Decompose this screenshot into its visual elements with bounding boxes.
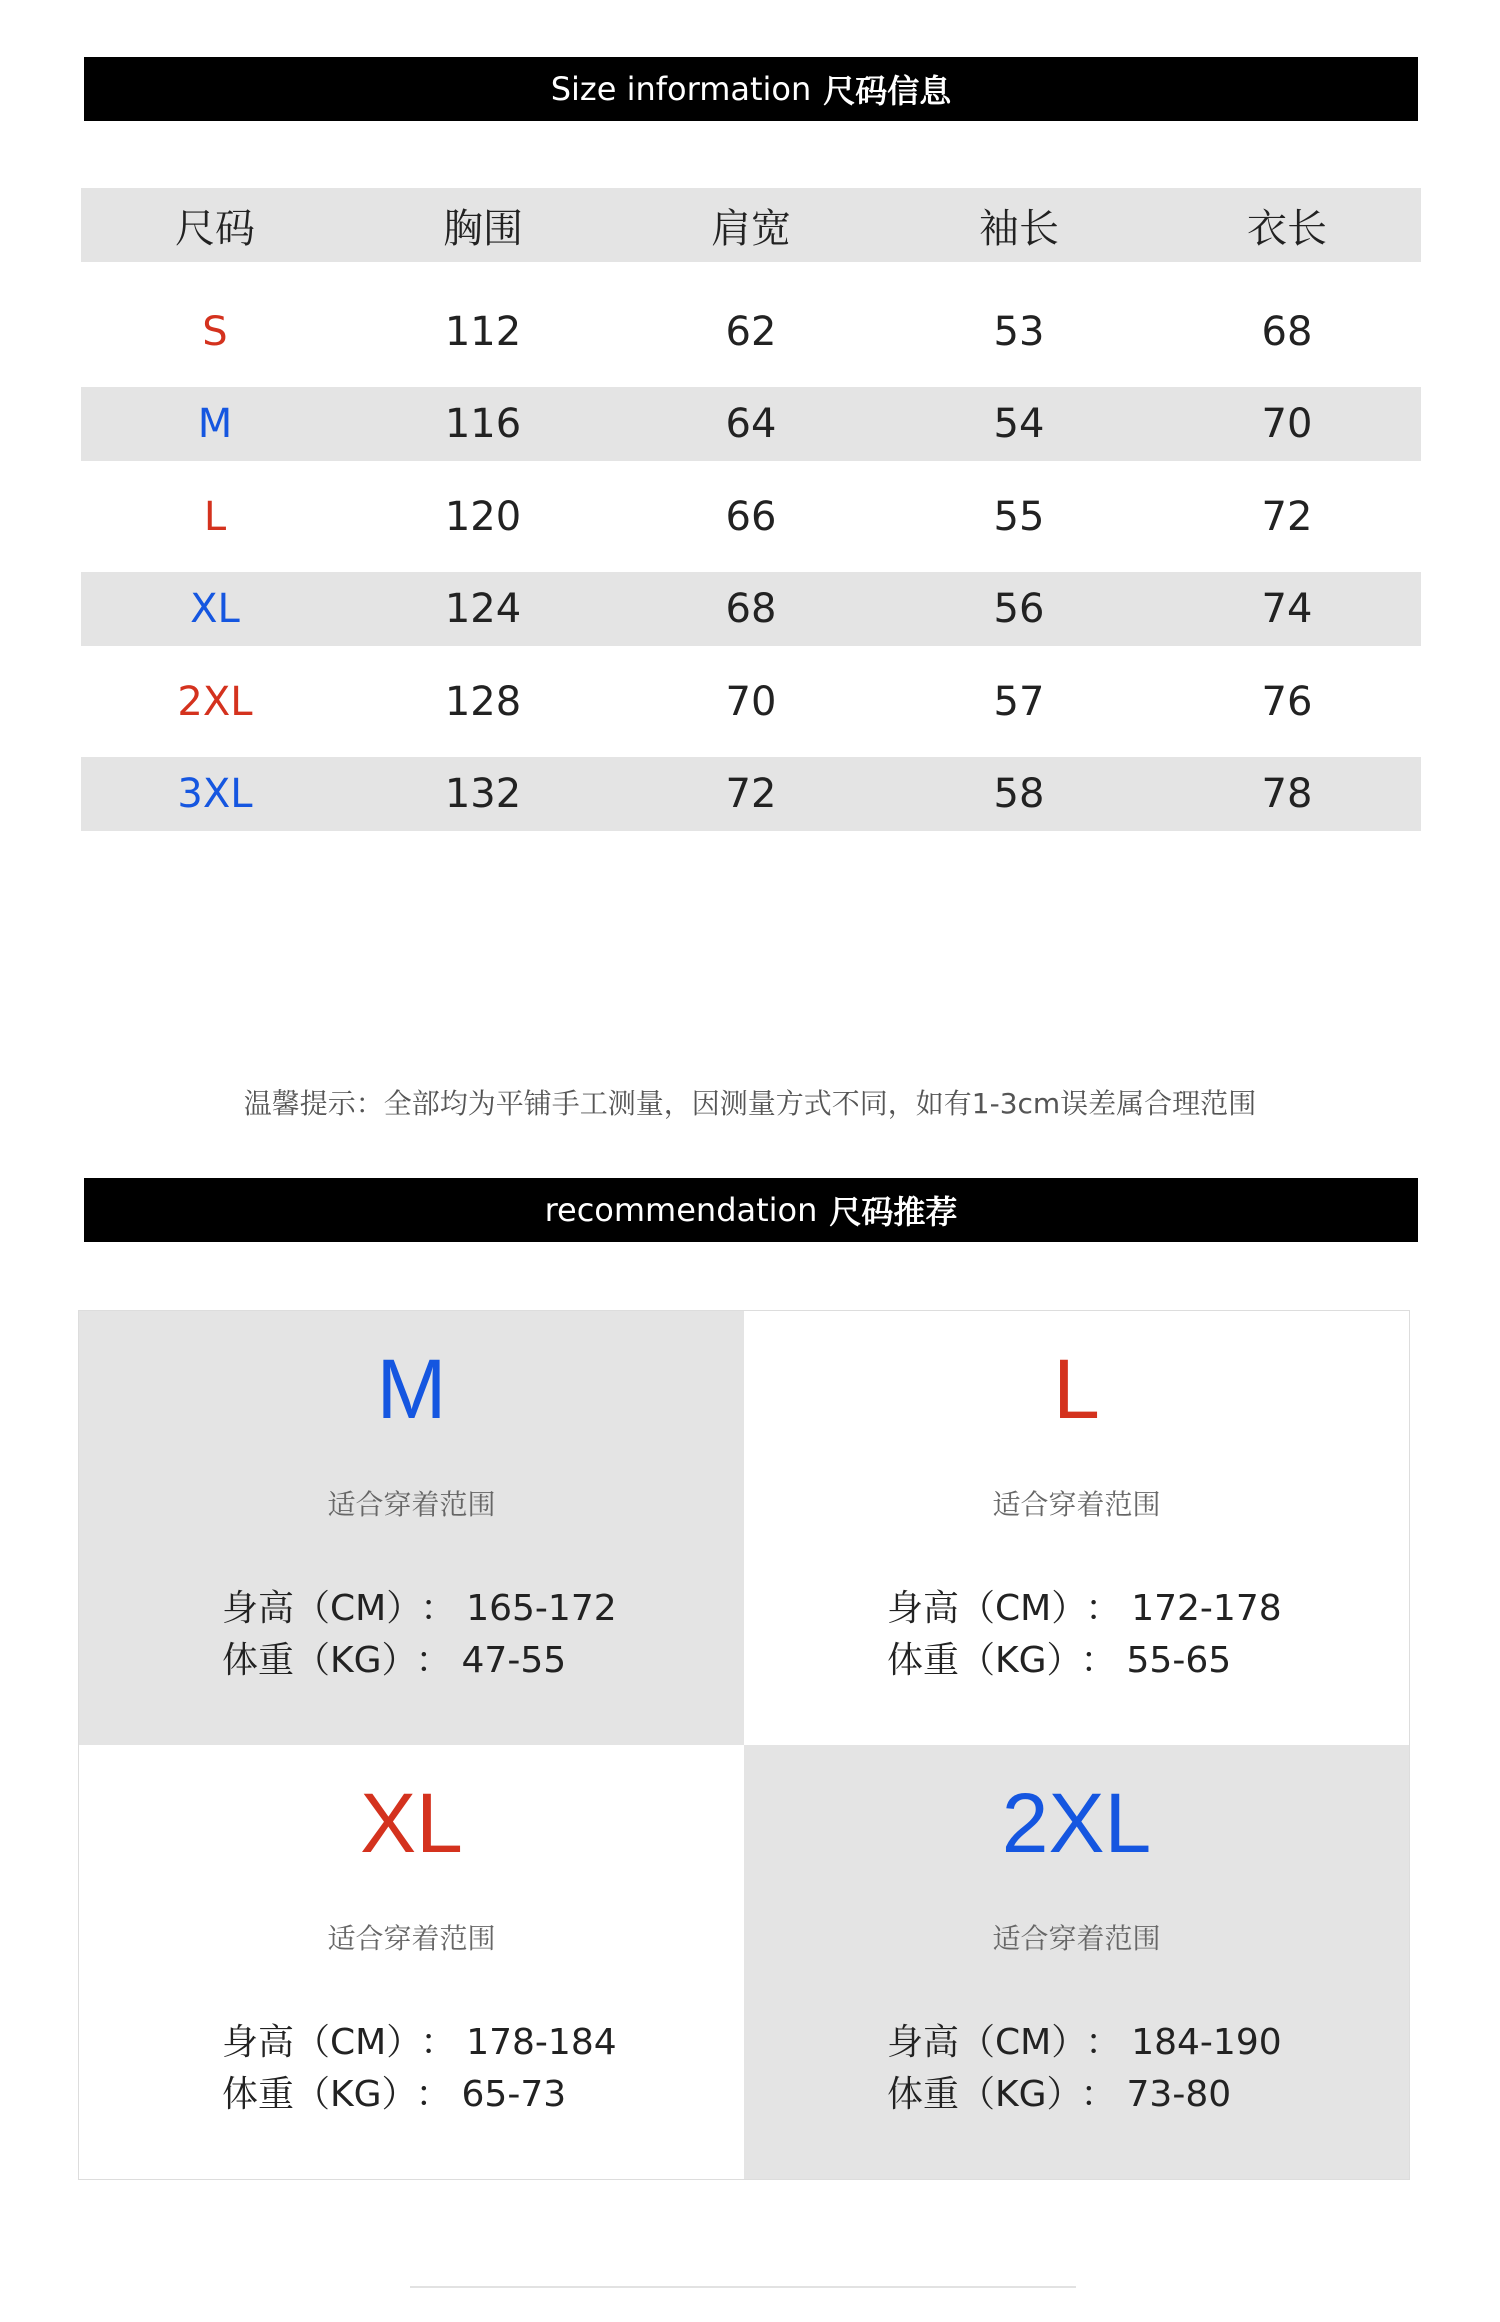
header-size: 尺码 — [175, 205, 255, 252]
separator: ： — [1085, 2022, 1122, 2063]
height-label: 身高（CM） — [887, 2022, 1070, 2063]
banner-title-cn: 尺码推荐 — [829, 1193, 958, 1231]
card-size: M — [376, 1342, 447, 1436]
separator: ： — [415, 2074, 452, 2115]
weight-value: 55-65 — [1126, 1640, 1232, 1681]
recommend-card-2xl — [744, 1745, 1409, 2179]
weight-row — [222, 1635, 617, 1687]
separator: ： — [420, 1588, 457, 1629]
height-row — [887, 2017, 1282, 2069]
table-header-row — [81, 188, 1421, 262]
card-range-label: 适合穿着范围 — [327, 1488, 496, 1521]
separator: ： — [420, 2022, 457, 2063]
height-row — [222, 1583, 617, 1635]
shoulder-cell: 72 — [725, 771, 777, 817]
size-cell: 2XL — [177, 678, 253, 725]
shoulder-cell: 66 — [725, 493, 777, 540]
card-size: 2XL — [1001, 1776, 1152, 1870]
table-row — [81, 387, 1421, 461]
header-length: 衣长 — [1247, 205, 1327, 252]
shoulder-cell: 68 — [725, 586, 777, 632]
height-label: 身高（CM） — [887, 1588, 1070, 1629]
length-cell: 72 — [1261, 493, 1313, 540]
measurement-tip: 温馨提示：全部均为平铺手工测量，因测量方式不同，如有1-3cm误差属合理范围 — [243, 1087, 1257, 1120]
separator: ： — [1080, 1640, 1117, 1681]
banner-title-cn: 尺码信息 — [823, 72, 952, 110]
table-row — [81, 757, 1421, 831]
height-row — [887, 1583, 1282, 1635]
separator: ： — [1080, 2074, 1117, 2115]
weight-value: 73-80 — [1126, 2074, 1232, 2115]
chest-cell: 120 — [444, 493, 522, 540]
size-information-banner — [84, 57, 1418, 121]
weight-row — [887, 2069, 1282, 2121]
size-cell: L — [203, 493, 227, 540]
weight-value: 65-73 — [461, 2074, 567, 2115]
chest-cell: 124 — [444, 586, 522, 632]
table-row — [81, 461, 1421, 572]
weight-row — [887, 1635, 1282, 1687]
size-cell: S — [202, 308, 228, 355]
table-row — [81, 276, 1421, 387]
table-row — [81, 646, 1421, 757]
height-value: 178-184 — [466, 2022, 617, 2063]
sleeve-cell: 54 — [993, 401, 1045, 447]
length-cell: 68 — [1261, 308, 1313, 355]
height-label: 身高（CM） — [222, 2022, 405, 2063]
recommend-card-l — [744, 1311, 1409, 1745]
shoulder-cell: 64 — [725, 401, 777, 447]
card-range-label: 适合穿着范围 — [327, 1922, 496, 1955]
height-label: 身高（CM） — [222, 1588, 405, 1629]
sleeve-cell: 53 — [993, 308, 1045, 355]
size-cell: 3XL — [177, 771, 253, 817]
size-cell: M — [197, 401, 233, 447]
card-specs — [887, 2017, 1282, 2121]
card-range-label: 适合穿着范围 — [992, 1922, 1161, 1955]
sleeve-cell: 57 — [993, 678, 1045, 725]
header-sleeve: 袖长 — [979, 205, 1059, 252]
weight-label: 体重（KG） — [887, 2074, 1065, 2115]
sleeve-cell: 58 — [993, 771, 1045, 817]
length-cell: 70 — [1261, 401, 1313, 447]
card-size: XL — [360, 1776, 463, 1870]
card-size: L — [1053, 1342, 1100, 1436]
weight-label: 体重（KG） — [222, 2074, 400, 2115]
weight-value: 47-55 — [461, 1640, 567, 1681]
weight-label: 体重（KG） — [887, 1640, 1065, 1681]
sleeve-cell: 55 — [993, 493, 1045, 540]
table-row — [81, 572, 1421, 646]
separator: ： — [1085, 1588, 1122, 1629]
recommendation-grid — [78, 1310, 1410, 2180]
chest-cell: 128 — [444, 678, 522, 725]
length-cell: 76 — [1261, 678, 1313, 725]
separator: ： — [415, 1640, 452, 1681]
card-range-label: 适合穿着范围 — [992, 1488, 1161, 1521]
shoulder-cell: 70 — [725, 678, 777, 725]
chest-cell: 116 — [444, 401, 522, 447]
weight-row — [222, 2069, 617, 2121]
recommendation-banner — [84, 1178, 1418, 1242]
banner-title-en: Size information — [550, 70, 812, 108]
sleeve-cell: 56 — [993, 586, 1045, 632]
length-cell: 78 — [1261, 771, 1313, 817]
chest-cell: 112 — [444, 308, 522, 355]
height-value: 172-178 — [1131, 1588, 1282, 1629]
recommend-card-m — [79, 1311, 744, 1745]
size-table — [81, 188, 1421, 831]
shoulder-cell: 62 — [725, 308, 777, 355]
card-specs — [887, 1583, 1282, 1687]
card-specs — [222, 2017, 617, 2121]
length-cell: 74 — [1261, 586, 1313, 632]
height-value: 184-190 — [1131, 2022, 1282, 2063]
bottom-divider — [410, 2286, 1076, 2288]
weight-label: 体重（KG） — [222, 1640, 400, 1681]
card-specs — [222, 1583, 617, 1687]
header-chest: 胸围 — [443, 205, 523, 252]
height-row — [222, 2017, 617, 2069]
size-cell: XL — [190, 586, 240, 632]
height-value: 165-172 — [466, 1588, 617, 1629]
recommend-card-xl — [79, 1745, 744, 2179]
chest-cell: 132 — [444, 771, 522, 817]
banner-title-en: recommendation — [544, 1191, 818, 1229]
header-shoulder: 肩宽 — [711, 205, 791, 252]
